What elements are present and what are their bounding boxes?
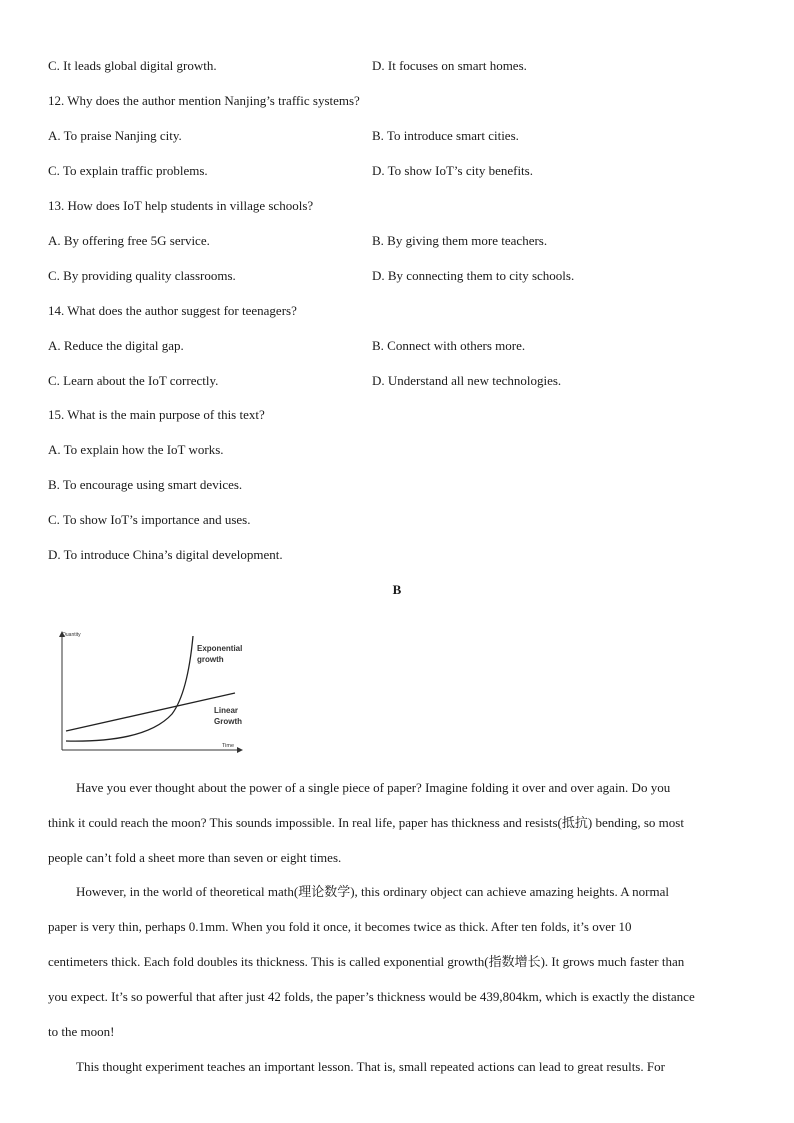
question-13-stem: 13. How does IoT help students in village schools? xyxy=(48,198,314,213)
passage-line-5: paper is very thin, perhaps 0.1mm. When you fold it once, it becomes twice as thick. After ten folds, it’s over 10 xyxy=(48,919,632,934)
passage-line-7: you expect. It’s so powerful that after just 42 folds, the paper’s thickness would be 439,804km, which is exactly the distance xyxy=(48,989,695,1004)
linear-label-1: Linear xyxy=(214,706,239,715)
passage-line-2: think it could reach the moon? This sounds impossible. In real life, paper has thickness and resists(抵抗) bending, so most xyxy=(48,815,684,830)
option-13-d: D. By connecting them to city schools. xyxy=(372,268,575,283)
option-14-c: C. Learn about the IoT correctly. xyxy=(48,373,219,388)
question-14-stem: 14. What does the author suggest for teenagers? xyxy=(48,303,297,318)
exponential-curve xyxy=(66,636,193,741)
passage-line-6: centimeters thick. Each fold doubles its thickness. This is called exponential growth(指数增长). It grows much faster than xyxy=(48,954,685,969)
option-15-d: D. To introduce China’s digital development. xyxy=(48,547,283,562)
question-12-stem: 12. Why does the author mention Nanjing’s traffic systems? xyxy=(48,93,360,108)
option-13-b: B. By giving them more teachers. xyxy=(372,233,548,248)
passage-line-8: to the moon! xyxy=(48,1024,115,1039)
x-axis-label: Time xyxy=(222,743,235,749)
x-axis-arrow xyxy=(237,747,243,753)
option-15-a: A. To explain how the IoT works. xyxy=(48,442,224,457)
option-15-c: C. To show IoT’s importance and uses. xyxy=(48,512,251,527)
exponential-label-1: Exponential xyxy=(197,644,243,653)
option-12-b: B. To introduce smart cities. xyxy=(372,128,519,143)
option-11-c: C. It leads global digital growth. xyxy=(48,58,217,73)
question-15-stem: 15. What is the main purpose of this text? xyxy=(48,407,265,422)
passage-line-9: This thought experiment teaches an important lesson. That is, small repeated actions can lead to great results. For xyxy=(76,1059,665,1074)
growth-figure xyxy=(52,628,252,754)
option-12-a: A. To praise Nanjing city. xyxy=(48,128,182,143)
passage-line-1: Have you ever thought about the power of a single piece of paper? Imagine folding it over and over again. Do you xyxy=(76,780,671,795)
option-13-c: C. By providing quality classrooms. xyxy=(48,268,236,283)
option-15-b: B. To encourage using smart devices. xyxy=(48,477,243,492)
passage-line-3: people can’t fold a sheet more than seven or eight times. xyxy=(48,850,342,865)
linear-line xyxy=(66,693,235,731)
option-14-b: B. Connect with others more. xyxy=(372,338,526,353)
option-11-d: D. It focuses on smart homes. xyxy=(372,58,527,73)
option-12-c: C. To explain traffic problems. xyxy=(48,163,208,178)
option-13-a: A. By offering free 5G service. xyxy=(48,233,210,248)
y-axis-label: Quantity xyxy=(62,632,81,638)
exponential-label-2: growth xyxy=(197,655,224,664)
option-14-d: D. Understand all new technologies. xyxy=(372,373,562,388)
option-12-d: D. To show IoT’s city benefits. xyxy=(372,163,533,178)
passage-line-4: However, in the world of theoretical math(理论数学), this ordinary object can achieve amazing heights. A normal xyxy=(76,884,669,899)
option-14-a: A. Reduce the digital gap. xyxy=(48,338,184,353)
linear-label-2: Growth xyxy=(214,717,242,726)
section-heading: B xyxy=(392,582,402,597)
